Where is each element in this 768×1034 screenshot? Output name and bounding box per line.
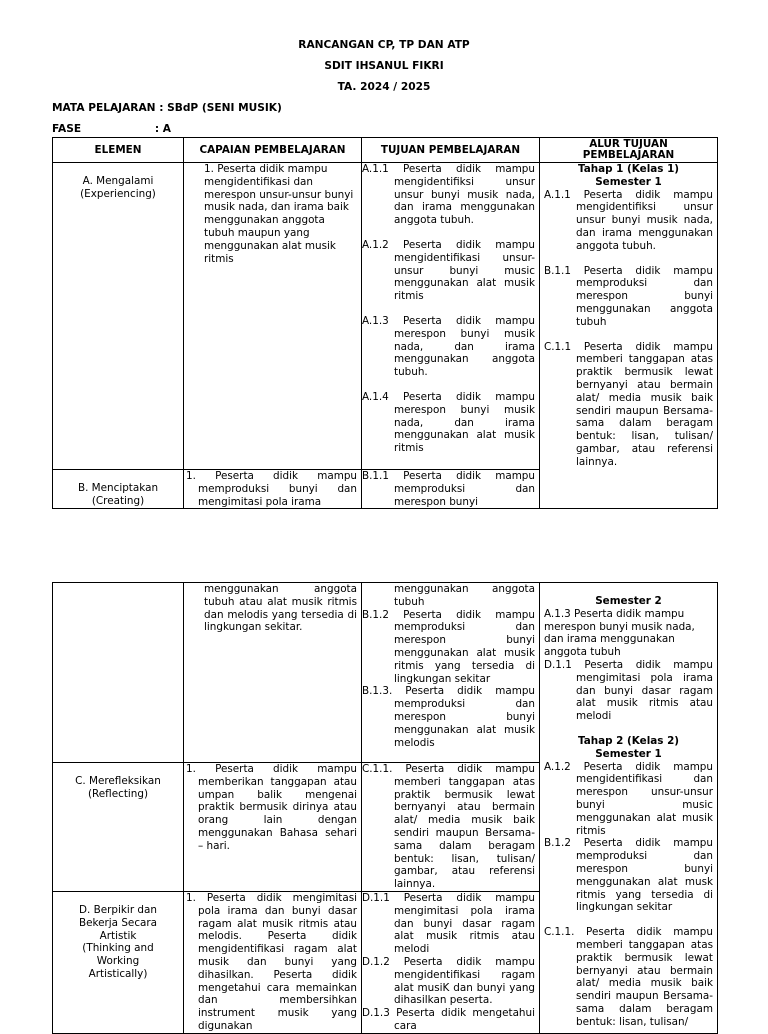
tp-item: D.1.2 Peserta didik mampu mengidentifikasi ragam alat musiK dan bunyi yang dihasilkan peserta. bbox=[362, 955, 535, 1007]
elemen-cell: C. Merefleksikan (Reflecting) bbox=[53, 763, 184, 892]
tp-item: menggunakan anggota tubuh bbox=[394, 583, 535, 608]
atp-item: C.1.1 Peserta didik mampu memberi tanggapan atas praktik bermusik lewat bernyanyi atau bermain alat/ media musik baik sendiri maupun Bersama-sama dalam beragam bentuk: lisan, tulisan/ gambar, atau referensi lainnya. bbox=[544, 340, 713, 468]
tp-item: A.1.4 Peserta didik mampu merespon bunyi musik nada, dan irama menggunakan alat musik ritmis bbox=[362, 390, 535, 455]
tp-item: D.1.1 Peserta didik mampu mengimitasi pola irama dan bunyi dasar ragam alat musik ritmis atau melodi bbox=[362, 891, 535, 956]
column-header-tp: TUJUAN PEMBELAJARAN bbox=[362, 138, 540, 163]
subject-line: MATA PELAJARAN : SBdP (SENI MUSIK) bbox=[52, 102, 282, 114]
phase-line: FASE : A bbox=[52, 123, 171, 135]
tp-cell bbox=[362, 470, 540, 509]
elemen-cell: D. Berpikir dan Bekerja Secara Artistik (Thinking and Working Artistically) bbox=[53, 891, 184, 1033]
cp-cell: 1. Peserta didik mampu memproduksi bunyi dan mengimitasi pola irama bbox=[184, 470, 362, 509]
cp-tp-atp-table-page2 bbox=[52, 582, 718, 1034]
cp-cell: 1. Peserta didik mengimitasi pola irama dan bunyi dasar ragam alat musik ritmis atau melodis. Peserta didik mengidentifikasi ragam alat musik dan bunyi yang dihasilkan. Peserta didik mengetahui cara memainkan dan membersihkan instrument musik yang digunakan bbox=[184, 891, 362, 1033]
column-header-cp: CAPAIAN PEMBELAJARAN bbox=[184, 138, 362, 163]
elemen-cell-empty bbox=[53, 583, 184, 763]
table-row-menciptakan-continued bbox=[53, 583, 718, 763]
atp-item: A.1.1 Peserta didik mampu mengidentifiksi unsur unsur bunyi musik nada, dan irama menggunakan anggota tubuh. bbox=[544, 188, 713, 252]
tp-item: B.1.3. Peserta didik mampu memproduksi dan merespon bunyi menggunakan alat musik melodis bbox=[362, 685, 535, 749]
atp-item: B.1.2 Peserta didik mampu memproduksi dan merespon bunyi menggunakan alat musk ritmis yang tersedia di lingkungan sekitar bbox=[544, 837, 713, 914]
atp-item: B.1.1 Peserta didik mampu memproduksi dan merespon bunyi menggunakan anggota tubuh bbox=[544, 264, 713, 328]
atp-stage-heading: Tahap 2 (Kelas 2) bbox=[577, 734, 680, 747]
cp-cell: 1. Peserta didik mampu memberikan tanggapan atau umpan balik mengenai praktik bermusik dirinya atau orang lain dengan menggunakan Bahasa sehari – hari. bbox=[184, 763, 362, 892]
atp-cell bbox=[540, 163, 718, 509]
tp-item: C.1.1. Peserta didik mampu memberi tanggapan atas praktik bermusik lewat bernyanyi atau bermain alat/ media musik baik sendiri maupun Bersama-sama dalam beragam bentuk: lisan, tulisan/ gambar, atau referensi lainnya. bbox=[362, 763, 535, 891]
tp-item: A.1.2 Peserta didik mampu mengidentifikasi unsur-unsur bunyi music menggunakan alat musik ritmis bbox=[362, 238, 535, 303]
atp-item: D.1.1 Peserta didik mampu mengimitasi pola irama dan bunyi dasar ragam alat musik ritmis atau melodi bbox=[544, 658, 713, 723]
tp-cell bbox=[362, 891, 540, 1033]
cp-cell: menggunakan anggota tubuh atau alat musik ritmis dan melodis yang tersedia di lingkungan sekitar. bbox=[184, 583, 362, 763]
column-header-atp: ALUR TUJUAN PEMBELAJARAN bbox=[540, 138, 718, 163]
academic-year: TA. 2024 / 2025 bbox=[337, 81, 431, 93]
cp-cell: 1. Peserta didik mampu mengidentifikasi dan merespon unsur-unsur bunyi musik nada, dan irama baik menggunakan anggota tubuh maupun yang menggunakan alat musik ritmis bbox=[184, 163, 362, 470]
tp-item: A.1.3 Peserta didik mampu merespon bunyi musik nada, dan irama menggunakan anggota tubuh. bbox=[362, 314, 535, 379]
tp-item: A.1.1 Peserta didik mampu mengidentifiksi unsur unsur bunyi musik nada, dan irama menggunakan anggota tubuh. bbox=[362, 163, 535, 227]
atp-item: A.1.3 Peserta didik mampu merespon bunyi musik nada, dan irama menggunakan anggota tubuh bbox=[544, 607, 695, 659]
tp-cell bbox=[362, 163, 540, 470]
document-title: RANCANGAN CP, TP DAN ATP bbox=[298, 39, 470, 51]
atp-semester-heading: Semester 1 bbox=[595, 175, 662, 188]
school-name: SDIT IHSANUL FIKRI bbox=[324, 60, 444, 72]
atp-semester-heading: Semester 2 bbox=[595, 595, 662, 607]
tp-item: D.1.3 Peserta didik mengetahui cara bbox=[362, 1007, 535, 1032]
table-row-mengalami bbox=[53, 163, 718, 470]
atp-cell bbox=[540, 583, 718, 1034]
tp-item: B.1.1 Peserta didik mampu memproduksi dan merespon bunyi bbox=[362, 470, 535, 508]
elemen-cell: A. Mengalami (Experiencing) bbox=[53, 163, 184, 470]
atp-item: C.1.1. Peserta didik mampu memberi tanggapan atas praktik bermusik lewat bernyanyi atau bermain alat/ media musik baik sendiri maupun Bersama-sama dalam beragam bentuk: lisan, tulisan/ bbox=[544, 926, 713, 1028]
cp-tp-atp-table-page1 bbox=[52, 137, 718, 509]
tp-item: B.1.2 Peserta didik mampu memproduksi dan merespon bunyi menggunakan alat musik ritmis yang tersedia di lingkungan sekitar bbox=[362, 608, 535, 685]
atp-semester-heading: Semester 1 bbox=[595, 747, 662, 760]
tp-cell bbox=[362, 583, 540, 763]
table-header-row bbox=[53, 138, 718, 163]
tp-cell bbox=[362, 763, 540, 892]
elemen-cell: B. Menciptakan (Creating) bbox=[53, 470, 184, 509]
atp-stage-heading: Tahap 1 (Kelas 1) bbox=[577, 163, 680, 175]
column-header-elemen: ELEMEN bbox=[53, 138, 184, 163]
atp-item: A.1.2 Peserta didik mampu mengidentifikasi dan merespon unsur-unsur bunyi music menggunakan alat musik ritmis bbox=[544, 760, 713, 837]
